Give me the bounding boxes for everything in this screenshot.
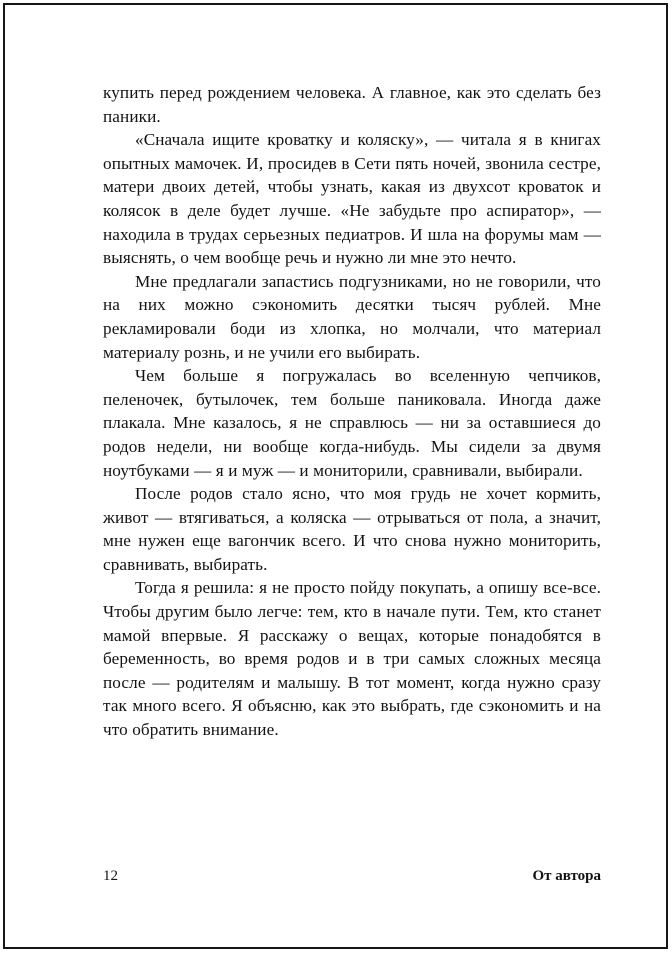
page-text [103, 81, 601, 742]
paragraph: Чем больше я погружалась во вселенную чепчиков, пеленочек, бутылочек, тем больше паниковала. Иногда даже плакала. Мне казалось, я не справлюсь — ни за оставшиеся до родов недели, ни вообще когда-нибудь. Мы сидели за двумя ноутбуками — я и муж — и мониторили, сравнивали, выбирали. [103, 366, 601, 480]
page-footer [103, 866, 601, 886]
paragraph: После родов стало ясно, что моя грудь не хочет кормить, живот — втягиваться, а коляска — отрываться от пола, а значит, мне нужен еще вагончик всего. И что снова нужно мониторить, сравнивать, выбирать. [103, 484, 601, 574]
paragraph: купить перед рождением человека. А главное, как это сделать без паники. [103, 83, 601, 126]
running-title: От автора [532, 868, 601, 884]
paragraph: «Сначала ищите кроватку и коляску», — читала я в книгах опытных мамочек. И, просидев в Сети пять ночей, звонила сестре, матери двоих детей, чтобы узнать, какая из двухсот кроваток и колясок в деле будет лучше. «Не забудьте про аспиратор», — находила в трудах серьезных педиатров. И шла на форумы мам — выяснять, о чем вообще речь и нужно ли мне это нечто. [103, 130, 601, 268]
page-number: 12 [103, 868, 118, 884]
paragraph: Мне предлагали запастись подгузниками, но не говорили, что на них можно сэкономить десятки тысяч рублей. Мне рекламировали боди из хлопка, но молчали, что материал материалу рознь, и не учили его выбирать. [103, 271, 601, 362]
paragraph: Тогда я решила: я не просто пойду покупать, а опишу все-все. Чтобы другим было легче: тем, кто в начале пути. Тем, кто станет мамой впервые. Я расскажу о вещах, которые понадобятся в беременность, во время родов и в три самых сложных месяца после — родителям и малышу. В тот момент, когда нужно сразу так много всего. Я объясню, как это выбрать, где сэкономить и на что обратить внимание. [103, 578, 601, 740]
